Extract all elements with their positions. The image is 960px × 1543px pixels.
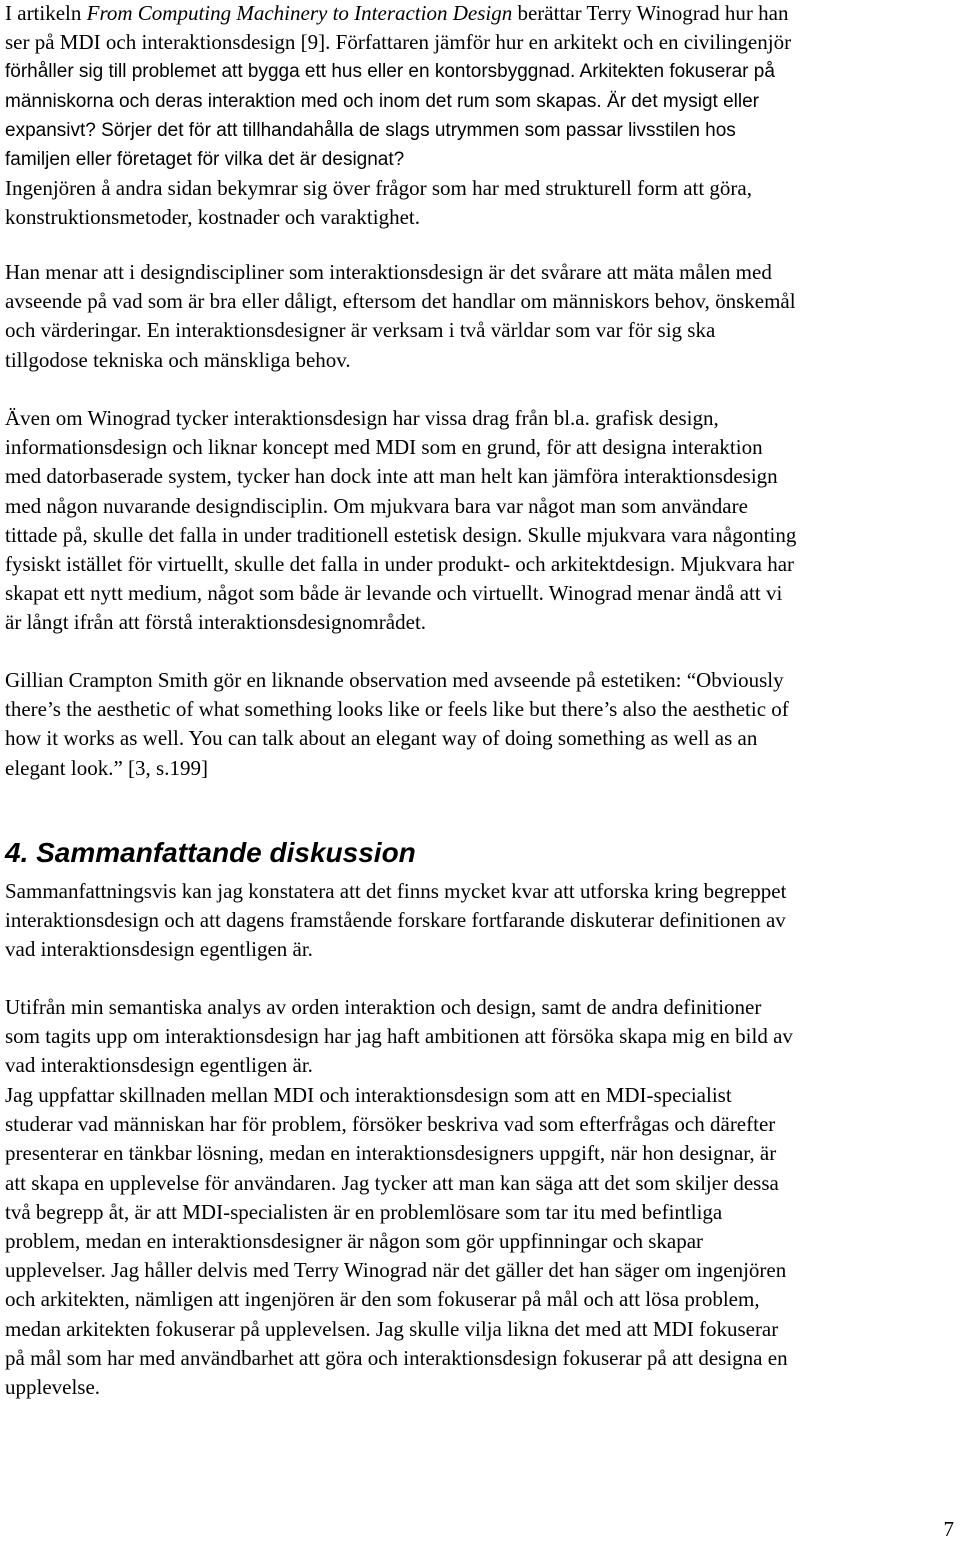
page-number: 7 [943,1517,954,1541]
text-line: är långt ifrån att förstå interaktionsdesignområdet. [5,610,427,635]
text-line: och värderingar. En interaktionsdesigner är verksam i två världar som var för sig ska [5,318,716,343]
article-title: From Computing Machinery to Interaction Design [86,1,513,25]
text-line: med datorbaserade system, tycker han dock inte att man helt kan jämföra interaktionsdesign [5,464,778,489]
text-line: there’s the aesthetic of what something looks like or feels like but there’s also the aesthetic of [5,697,789,722]
text-line: avseende på vad som är bra eller dåligt, eftersom det handlar om människors behov, önskemål [5,289,796,314]
text-line: att skapa en upplevelse för användaren. Jag tycker att man kan säga att det som skiljer dessa [5,1170,779,1195]
text-line: människorna och deras interaktion med och inom det rum som skapas. Är det mysigt eller [5,90,759,112]
text-line: medan arkitekten fokuserar på upplevelsen. Jag skulle vilja likna det med att MDI fokuserar [5,1316,779,1341]
text-line: Gillian Crampton Smith gör en liknande observation med avseende på estetiken: “Obviously [5,668,784,692]
text-line: förhåller sig till problemet att bygga ett hus eller en kontorsbyggnad. Arkitekten fokuserar på [5,61,775,83]
text-line: skapat ett nytt medium, något som både är levande och virtuellt. Winograd menar ändå att vi [5,581,783,606]
paragraph-software-medium [5,404,955,638]
text-line: presenterar en tänkbar lösning, medan en interaktionsdesigners uppgift, när hon designar, är [5,1141,777,1166]
text-line [5,0,955,28]
text-line: fysiskt istället för virtuellt, skulle det falla in under produkt- och arkitektdesign. Mjukvara har [5,552,795,577]
text-line: upplevelser. Jag håller delvis med Terry Winograd när det gäller det han säger om ingenjören [5,1258,787,1283]
paragraph-semantic-analysis [5,993,955,1081]
text-line: på mål som har med användbarhet att göra och interaktionsdesign fokuserar på att designa en [5,1345,788,1370]
text-line: tillgodose tekniska och mänskliga behov. [5,347,351,372]
paragraph-summary [5,877,955,965]
text-line: elegant look.” [3, s.199] [5,755,208,780]
paragraph-design-disciplines [5,258,955,375]
text-line: vad interaktionsdesign egentligen är. [5,937,313,962]
text-line: Jag uppfattar skillnaden mellan MDI och interaktionsdesign som att en MDI-specialist [5,1083,732,1107]
text-line: problem, medan en interaktionsdesigner är någon som gör uppfinningar och skapar [5,1229,704,1254]
text-line: Ingenjören å andra sidan bekymrar sig över frågor som har med strukturell form att göra, [5,176,752,201]
text-line: två begrepp åt, är att MDI-specialisten är en problemlösare som tar itu med befintliga [5,1199,723,1224]
paragraph-winograd-article [5,0,955,233]
text-line: Sammanfattningsvis kan jag konstatera att det finns mycket kvar att utforska kring begreppet [5,879,787,903]
text-line: how it works as well. You can talk about an elegant way of doing something as well as an [5,726,758,751]
text-line: ser på MDI och interaktionsdesign [9]. Författaren jämför hur en arkitekt och en civilingenjör [5,30,792,55]
text-line: med någon nuvarande designdisciplin. Om mjukvara bara var något man som användare [5,493,748,518]
text-line: familjen eller företaget för vilka det är designat? [5,149,405,171]
text-line: och arkitekten, nämligen att ingenjören är den som fokuserar på mål och att lösa problem, [5,1287,760,1312]
text-line: tittade på, skulle det falla in under traditionell estetisk design. Skulle mjukvara vara någonting [5,522,797,547]
text-line: konstruktionsmetoder, kostnader och varaktighet. [5,205,420,230]
text-line: studerar vad människan har för problem, försöker beskriva vad som efterfrågas och därefter [5,1112,776,1137]
text-line: Han menar att i designdiscipliner som interaktionsdesign är det svårare att mäta målen med [5,260,772,284]
paragraph-crampton-smith [5,666,955,783]
text-line: som tagits upp om interaktionsdesign har jag haft ambitionen att försöka skapa mig en bild av [5,1024,793,1049]
text-line: Utifrån min semantiska analys av orden interaktion och design, samt de andra definitioner [5,995,762,1019]
text-span: berättar Terry Winograd hur han [512,1,789,25]
text-line: interaktionsdesign och att dagens framstående forskare fortfarande diskuterar definitionen av [5,908,786,933]
paragraph-mdi-vs-interaction [5,1081,955,1402]
section-heading: 4. Sammanfattande diskussion [5,837,416,868]
text-line: Även om Winograd tycker interaktionsdesign har vissa drag från bl.a. grafisk design, [5,406,719,430]
text-span: I artikeln [5,1,87,25]
text-line: expansivt? Sörjer det för att tillhandahålla de slags utrymmen som passar livsstilen hos [5,119,736,141]
text-line: informationsdesign och liknar koncept med MDI som en grund, för att designa interaktion [5,435,763,460]
text-line: vad interaktionsdesign egentligen är. [5,1053,313,1078]
text-line: upplevelse. [5,1375,101,1400]
